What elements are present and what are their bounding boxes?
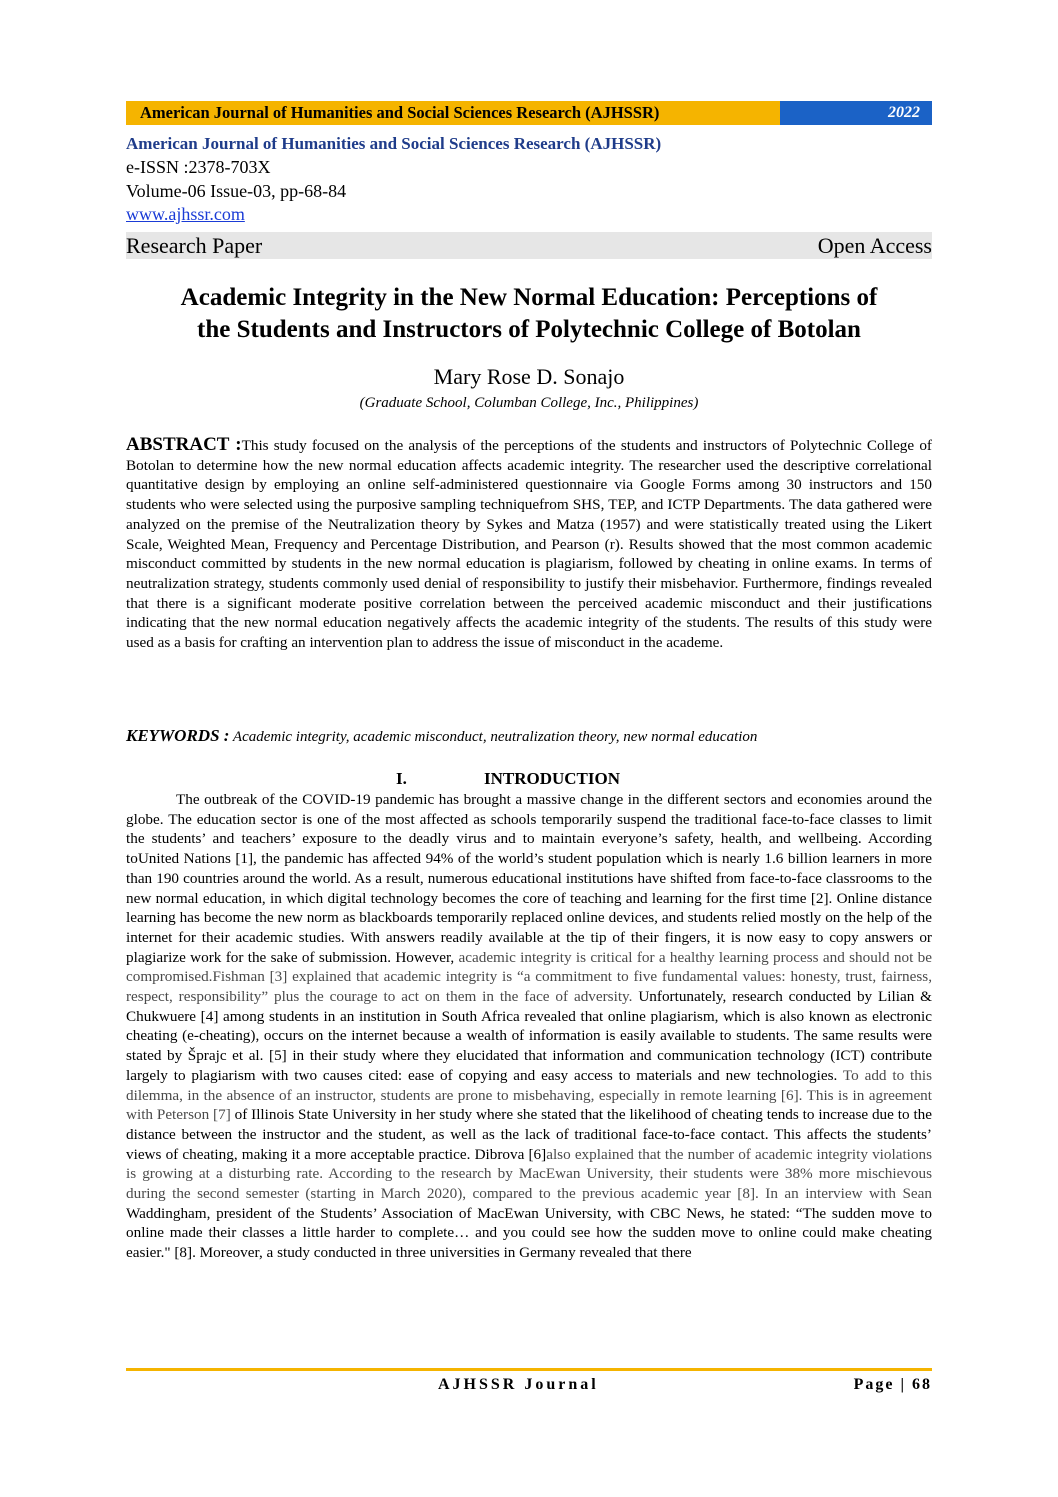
page-number: Page | 68 bbox=[853, 1376, 932, 1393]
journal-link[interactable]: www.ajhssr.com bbox=[126, 204, 245, 224]
journal-meta bbox=[126, 133, 932, 225]
page-footer bbox=[126, 1374, 932, 1396]
title-line-2: the Students and Instructors of Polytechnic College of Botolan bbox=[197, 316, 861, 343]
volume-info: Volume-06 Issue-03, pp-68-84 bbox=[126, 181, 347, 201]
introduction-body bbox=[126, 790, 932, 1263]
abstract-text: This study focused on the analysis of the perceptions of the students and instructors of Polytechnic College of Botolan to determine how the new normal education affects academic integrity. The researcher used the descriptive correlational quantitative design by employing an online self-administered questionnaire via Google Forms among 30 instructors and 150 students who were selected using the purposive sampling techniquefrom SHS, TEP, and ICTP Departments. The data gathered were analyzed on the premise of the Neutralization theory by Sykes and Matza (1957) and were statistically treated using the Likert Scale, Weighted Mean, Frequency and Percentage Distribution, and Pearson (r). Results showed that the most common academic misconduct committed by students in the new normal education is plagiarism, followed by cheating in online exams. In terms of neutralization strategy, students commonly used denial of responsibility to justify their misbehavior. Furthermore, findings revealed that there is a significant moderate positive correlation between the perceived academic misconduct and their justifications indicating that the new normal education negatively affects the academic integrity of the students. The results of this study were used as a basis for crafting an intervention plan to address the issue of misconduct in the academe. bbox=[126, 437, 932, 652]
abstract-label: ABSTRACT : bbox=[126, 434, 242, 455]
intro-text-7: Waddingham, president of the Students’ Association of MacEwan University, with CBC News, he stated: “The sudden move to online made their classes a little harder to complete… and you could see how the sudden move to online could make cheating easier." [8]. Moreover, a study conducted in three universities in Germany revealed that there bbox=[126, 1204, 932, 1262]
access-type: Open Access bbox=[817, 233, 932, 258]
footer-journal: AJHSSR Journal bbox=[438, 1376, 599, 1393]
intro-text-4: To add to this dilemma, in the absence of an instructor, students are prone to misbehaving, especially in remote learning [6]. This is in agreement with Peterson [7] bbox=[126, 1066, 932, 1124]
keywords bbox=[126, 726, 932, 747]
intro-text-1: The outbreak of the COVID-19 pandemic has brought a massive change in the different sectors and economies around the globe. The education sector is one of the most affected as schools temporarily suspend the traditional face-to-face classes to limit the students’ and teachers’ exposure to the deadly virus and to maintain everyone’s safety, health, and wellbeing. According toUnited Nations [1], the pandemic has affected 94% of the world’s student population which is nearly 1.6 billion learners in more than 190 countries around the world. As a result, numerous educational institutions have shifted from face-to-face classrooms to the new normal education, in which digital technology becomes the core of teaching and learning for the first time [2]. Online distance learning has become the new norm as blackboards temporarily replaced online devices, and students relied mostly on the help of the internet for their academic studies. With answers readily available at the tip of their fingers, it is now easy to copy answers or plagiarize work for the sake of submission. However, bbox=[126, 791, 932, 966]
title-line-1: Academic Integrity in the New Normal Education: Perceptions of bbox=[180, 284, 878, 311]
journal-name: American Journal of Humanities and Social Sciences Research (AJHSSR) bbox=[126, 134, 662, 153]
keywords-label: KEYWORDS : bbox=[126, 726, 230, 745]
intro-text-6: also explained that the number of academic integrity violations is growing at a disturbing rate. According to the research by MacEwan University, their students were 38% more mischievous during the second semester (starting in March 2020), compared to the previous academic year [8]. In an interview with Sean bbox=[126, 1145, 932, 1203]
intro-text-5: of Illinois State University in her study where she stated that the likelihood of cheating tends to increase due to the distance between the instructor and the student, as well as the lack of traditional face-to-face contact. This affects the students’ views of cheating, making it a more acceptable practice. Dibrova [6] bbox=[126, 1106, 932, 1163]
section-title: INTRODUCTION bbox=[484, 769, 621, 788]
running-header bbox=[126, 101, 932, 125]
keywords-text: Academic integrity, academic misconduct, neutralization theory, new normal education bbox=[232, 729, 758, 745]
author-name: Mary Rose D. Sonajo bbox=[433, 364, 625, 389]
section-heading bbox=[126, 768, 932, 790]
paper-type: Research Paper bbox=[126, 233, 263, 258]
section-number: I. bbox=[396, 769, 407, 788]
abstract bbox=[126, 435, 932, 653]
intro-text-3: Unfortunately, research conducted by Lilian & Chukwuere [4] among students in an institution in South Africa revealed that online plagiarism, which is also known as electronic cheating (e-cheating), occurs on the internet because a wealth of information is easily available to students. The same results were stated by Šprajc et al. [5] in their study where they elucidated that information and communication technology (ICT) contribute largely to plagiarism with two causes cited: ease of copying and easy access to materials and new technologies. bbox=[126, 988, 932, 1084]
header-journal-title: American Journal of Humanities and Social Sciences Research (AJHSSR) bbox=[126, 101, 780, 125]
issn: e-ISSN :2378-703X bbox=[126, 157, 271, 177]
intro-text-2: academic integrity is critical for a healthy learning process and should not be compromised.Fishman [3] explained that academic integrity is “a commitment to five fundamental values: honesty, trust, fairness, respect, responsibility” plus the courage to act on them in the face of adversity. bbox=[126, 948, 932, 1006]
paper-type-bar bbox=[126, 232, 932, 259]
author-affiliation: (Graduate School, Columban College, Inc., Philippines) bbox=[359, 395, 699, 411]
footer-divider bbox=[126, 1368, 932, 1371]
paper-title bbox=[126, 282, 932, 346]
header-year: 2022 bbox=[780, 101, 932, 125]
